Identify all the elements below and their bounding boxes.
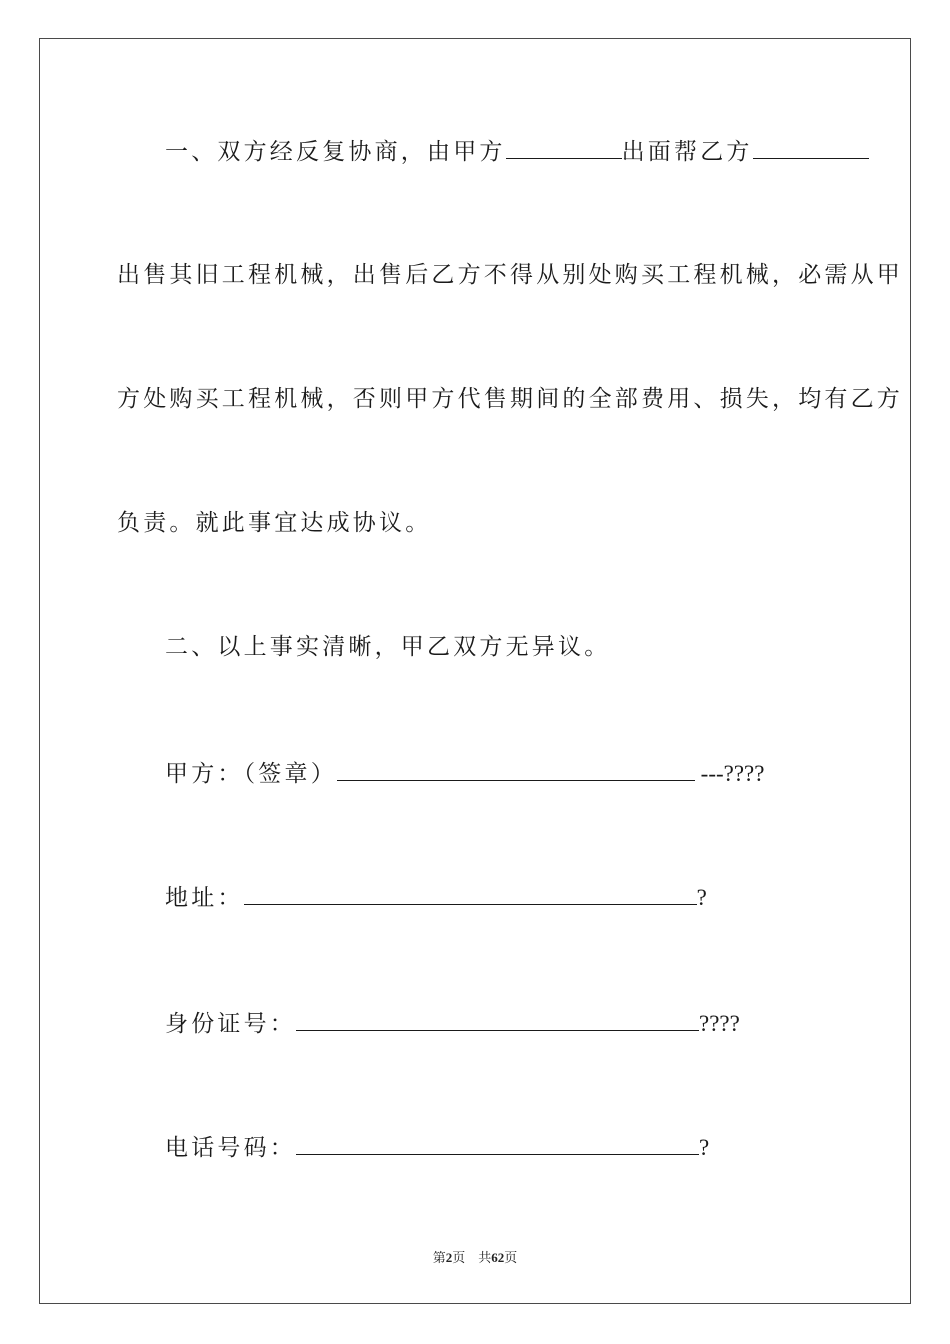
page-border [39,38,911,1304]
footer-page-number: 2 [445,1250,453,1265]
phone-suffix: ? [699,1135,710,1160]
address-suffix: ? [696,885,707,910]
id-number-label: 身份证号： [165,1011,296,1037]
address-blank [244,882,697,905]
clause-1-line-4: 负责。就此事宜达成协议。 [117,510,432,536]
phone-blank [296,1132,699,1155]
id-number-suffix: ???? [699,1011,740,1036]
phone-label: 电话号码： [165,1135,296,1161]
clause-1-text-b: 出面帮乙方 [621,139,753,165]
id-number-blank [296,1008,699,1031]
clause-1-text-a: 一、双方经反复协商，由甲方 [165,139,506,165]
clause-1-line-3: 方处购买工程机械，否则甲方代售期间的全部费用、损失，均有乙方 [117,386,903,412]
clause-1-line-2: 出售其旧工程机械，出售后乙方不得从别处购买工程机械，必需从甲 [117,262,903,288]
footer-page-suffix: 页 [504,1250,518,1265]
party-a-blank [506,136,622,159]
party-signature-suffix: ---???? [694,761,765,786]
signature-blank [337,758,695,781]
party-b-blank [753,136,869,159]
page-footer [0,1247,950,1266]
address-line [165,882,707,913]
id-number-line [165,1008,740,1039]
footer-page-prefix: 第 [432,1250,446,1265]
clause-1-line-1 [165,136,869,167]
party-signature-line [165,758,764,789]
footer-page-mid: 页 共 [452,1250,492,1265]
phone-line [165,1132,709,1163]
footer-total-pages: 62 [491,1250,505,1265]
party-signature-label: 甲方：（签章） [165,761,337,787]
address-label: 地址： [165,885,244,911]
clause-2: 二、以上事实清晰，甲乙双方无异议。 [165,634,611,660]
